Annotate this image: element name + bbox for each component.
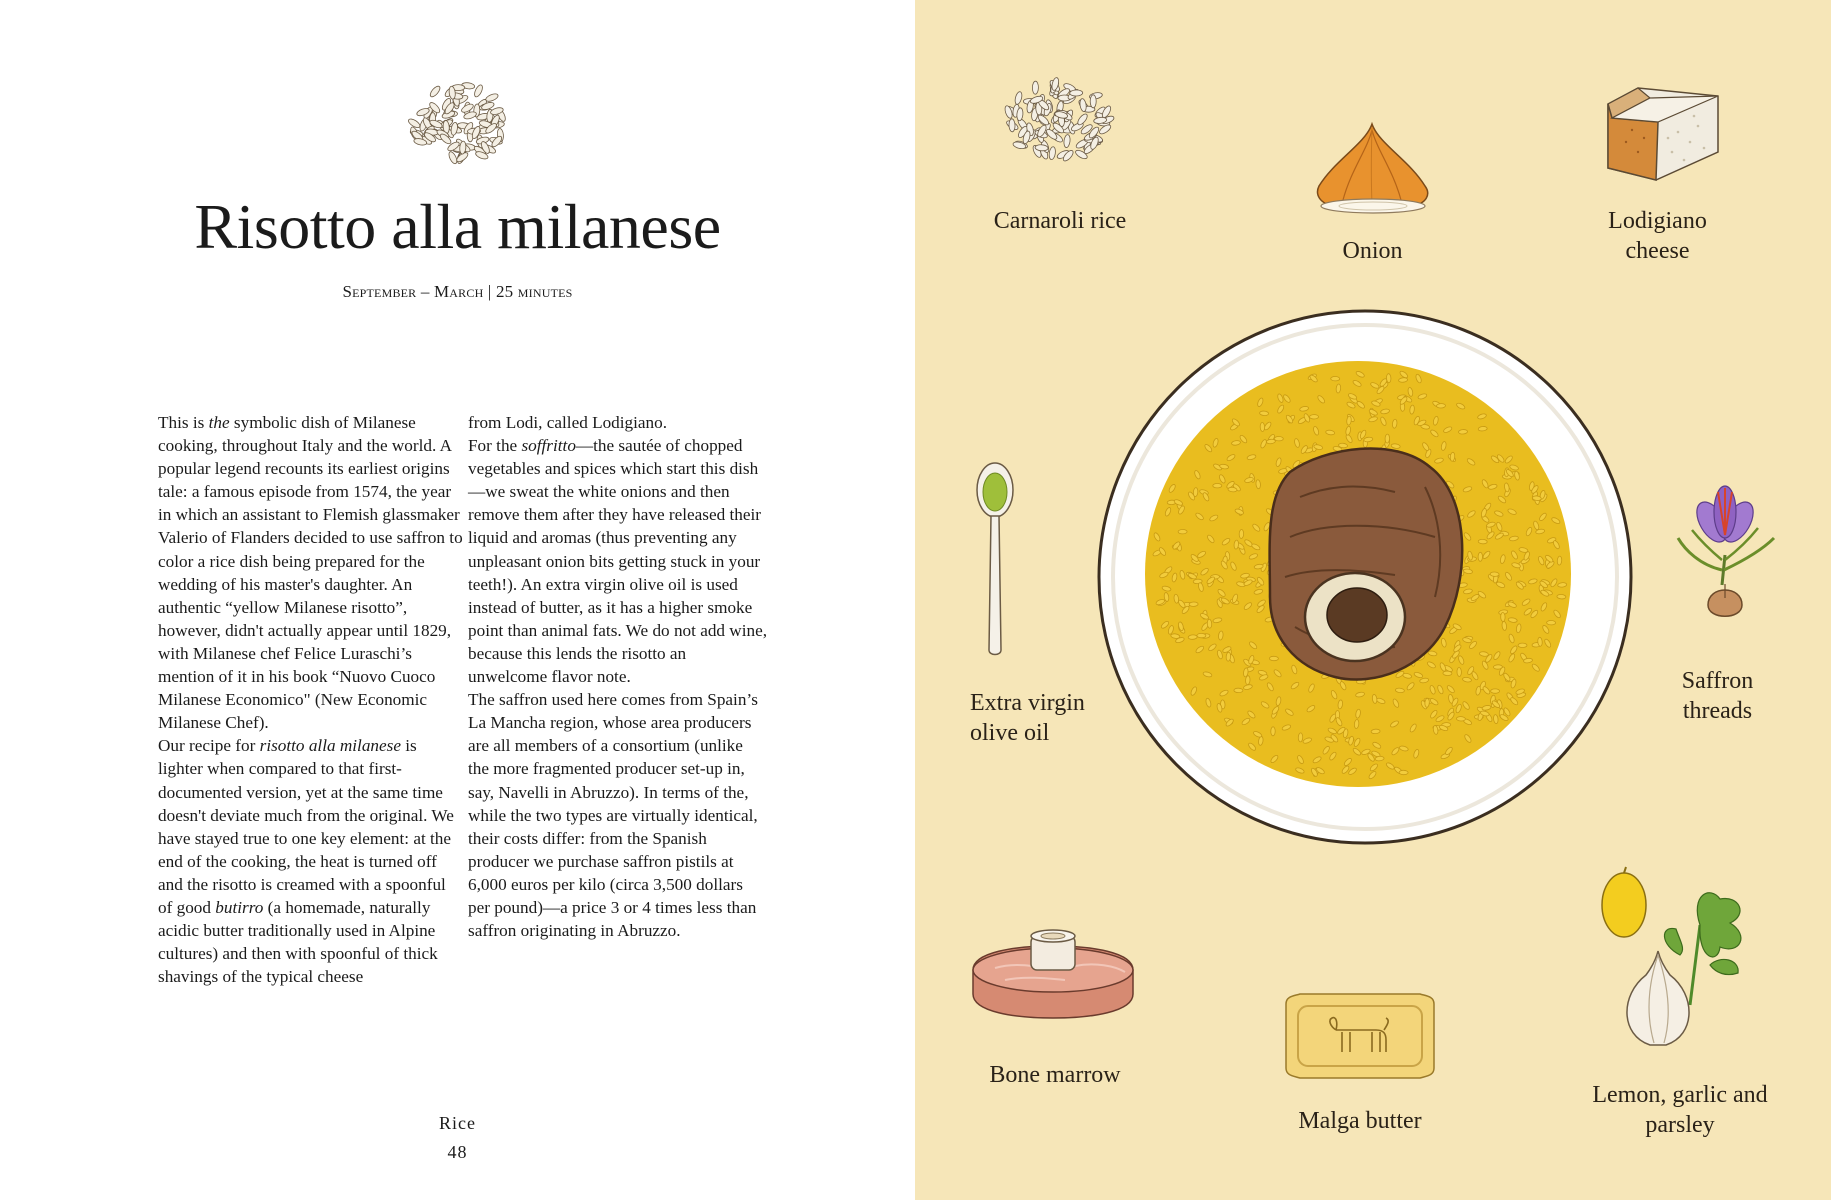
- label-malga-butter: Malga butter: [1298, 1108, 1422, 1134]
- body-column-2: [468, 411, 768, 942]
- recipe-title: Risotto alla milanese: [194, 191, 721, 262]
- text-run: This is: [158, 413, 209, 432]
- text-run: is lighter when compared to that first-documented version, yet at the same time doesn't deviate much from the original. We have stayed true to one key element: at the end of the cooking, the heat is turned off and the risotto is creamed with a spoonful of good: [158, 736, 454, 917]
- body-paragraph: [158, 734, 463, 988]
- cheese-wedge-icon: [1598, 82, 1722, 184]
- risotto-plate-illustration: [1095, 307, 1635, 847]
- season-label: September – March: [342, 282, 484, 301]
- body-column-1: [158, 411, 463, 988]
- label-olive-oil: Extra virgin olive oil: [970, 690, 1085, 746]
- meta-separator: |: [487, 282, 492, 301]
- text-run: (a homemade, naturally acidic butter traditionally used in Alpine cultures) and then with spoonful of thick shavings of the typical cheese: [158, 897, 438, 987]
- body-paragraph: [468, 434, 768, 688]
- recipe-text-page: [0, 0, 915, 1200]
- time-label: 25 minutes: [495, 282, 573, 301]
- rice-pile-icon: [405, 76, 511, 170]
- onion-icon: [1305, 120, 1440, 215]
- malga-butter-icon: [1280, 990, 1440, 1082]
- text-run: The saffron used here comes from Spain’s La Mancha region, whose area producers are all members of a consortium (unlike the more fragmented producer set-up in, say, Navelli in Abruzzo). In terms of the, while the two types are virtually identical, their costs differ: from the Spanish producer we purchase saffron pistils at 6,000 euros per kilo (circa 3,500 dollars per pound)—a price 3 or 4 times less than saffron originating in Abruzzo.: [468, 690, 758, 941]
- label-lodigiano-cheese: Lodigiano cheese: [1608, 208, 1707, 264]
- carnaroli-rice-icon: [1000, 76, 1118, 166]
- saffron-flower-icon: [1670, 480, 1780, 625]
- olive-oil-spoon-icon: [973, 460, 1017, 660]
- text-run: —the sautée of chopped vegetables and spices which start this dish—we sweat the white onions and then remove them after they have released their liquid and aromas (thus preventing any unpleasant onion bits getting stuck in your teeth!). An extra virgin olive oil is used instead of butter, as it has a higher smoke point than animal fats. We do not add wine, because this lends the risotto an unwelcome flavor note.: [468, 436, 768, 687]
- label-onion: Onion: [1342, 238, 1403, 264]
- text-run: from Lodi, called Lodigiano.: [468, 413, 668, 432]
- italic-text: soffritto: [521, 436, 576, 456]
- label-lemon-garlic-parsley: Lemon, garlic and parsley: [1592, 1082, 1768, 1138]
- body-paragraph: [468, 688, 768, 942]
- bone-marrow-icon: [965, 922, 1140, 1022]
- text-run: For the: [468, 436, 522, 456]
- text-run: symbolic dish of Milanese cooking, throughout Italy and the world. A popular legend recounts its earliest origins tale: a famous episode from 1574, the year in which an assistant to Flemish glassmaker Valerio of Flanders decided to use saffron to color a rice dish being prepared for the wedding of his master's daughter. An authentic “yellow Milanese risotto”, however, didn't actually appear until 1829, with Milanese chef Felice Luraschi’s mention of it in his book “Nuovo Cuoco Milanese Economico" (New Economic Milanese Chef).: [158, 413, 463, 733]
- italic-text: butirro: [215, 897, 264, 917]
- label-saffron-threads: Saffron threads: [1681, 668, 1754, 724]
- page-number: 48: [447, 1142, 468, 1162]
- body-paragraph: [468, 411, 768, 434]
- section-footer: Rice: [439, 1113, 476, 1133]
- body-paragraph: [158, 411, 463, 734]
- text-run: Our recipe for: [158, 736, 260, 756]
- italic-text: risotto alla milanese: [259, 736, 401, 756]
- label-carnaroli-rice: Carnaroli rice: [993, 208, 1127, 234]
- label-bone-marrow: Bone marrow: [989, 1062, 1121, 1088]
- italic-text: the: [208, 413, 230, 432]
- recipe-meta: [0, 282, 915, 302]
- lemon-garlic-parsley-icon: [1590, 855, 1770, 1055]
